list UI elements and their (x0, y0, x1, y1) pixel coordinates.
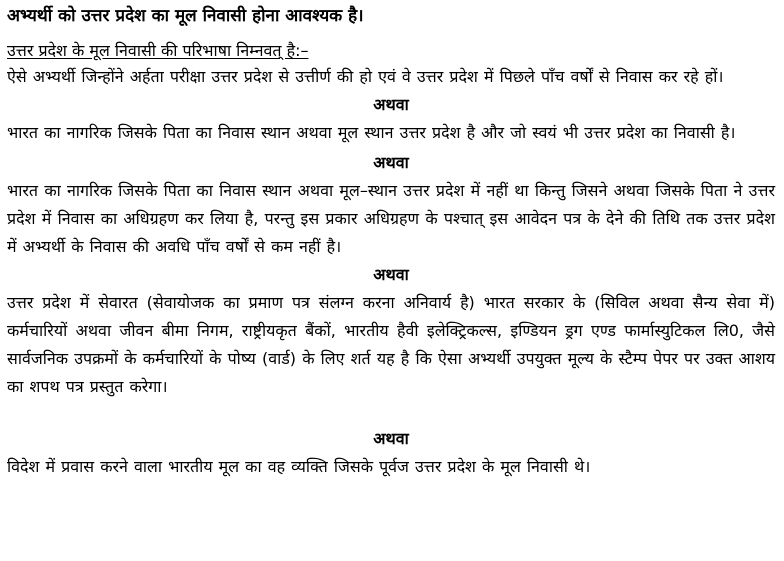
criterion-paragraph-3: भारत का नागरिक जिसके पिता का निवास स्थान अथवा मूल–स्थान उत्तर प्रदेश में नहीं था किन्तु जिसने अथवा जिसके पिता ने उत्तर प्रदेश में निवास का अधिग्रहण कर लिया है, परन्तु इस प्रकार अधिग्रहण के पश्चात् इस आवेदन पत्र के देने की तिथि तक उत्तर प्रदेश में अभ्यर्थी के निवास की अवधि पाँच वर्षों से कम नहीं है। (7, 181, 775, 256)
or-separator-3: अथवा (373, 265, 409, 284)
criterion-paragraph-1: ऐसे अभ्यर्थी जिन्होंने अर्हता परीक्षा उत्तर प्रदेश से उत्तीर्ण की हो एवं वे उत्तर प्रदेश में पिछले पाँच वर्षों से निवास कर रहे हों। (7, 67, 724, 86)
criterion-paragraph-5: विदेश में प्रवास करने वाला भारतीय मूल का वह व्यक्ति जिसके पूर्वज उत्तर प्रदेश के मूल निवासी थे। (7, 457, 591, 476)
or-separator-2: अथवा (373, 153, 409, 172)
criterion-paragraph-2: भारत का नागरिक जिसके पिता का निवास स्थान अथवा मूल स्थान उत्तर प्रदेश है और जो स्वयं भी उत्तर प्रदेश का निवासी है। (7, 123, 736, 142)
or-separator-1: अथवा (373, 95, 409, 114)
criterion-paragraph-4: उत्तर प्रदेश में सेवारत (सेवायोजक का प्रमाण पत्र संलग्न करना अनिवार्य है) भारत सरकार के (सिविल अथवा सैन्य सेवा में) कर्मचारियों अथवा जीवन बीमा निगम, राष्ट्रीयकृत बैंकों, भारतीय हैवी इलेक्ट्रिकल्स, इण्डियन ड्रग एण्ड फार्मास्युटिकल लि0, जैसे सार्वजनिक उपक्रमों के कर्मचारियों के पोष्य (वार्ड) के लिए शर्त यह है कि ऐसा अभ्यर्थी उपयुक्त मूल्य के स्टैम्प पेपर पर उक्त आशय का शपथ पत्र प्रस्तुत करेगा। (7, 293, 775, 396)
document-heading: अभ्यर्थी को उत्तर प्रदेश का मूल निवासी होना आवश्यक है। (7, 6, 364, 26)
definition-title: उत्तर प्रदेश के मूल निवासी की परिभाषा निम्नवत् है:– (7, 41, 309, 60)
document-page (7, 2, 775, 481)
or-separator-4: अथवा (373, 429, 409, 448)
spacer (7, 401, 775, 425)
